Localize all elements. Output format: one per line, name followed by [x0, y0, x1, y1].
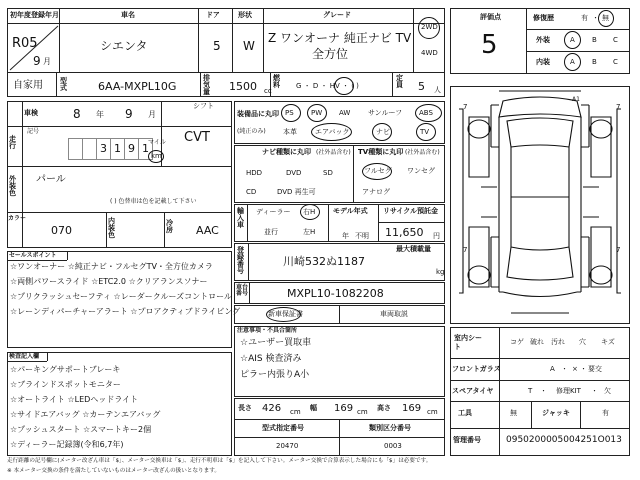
chassis-number: MXPL10-1082208 — [287, 287, 384, 300]
type-designation-label: 型式指定番号 — [262, 424, 304, 432]
width-value: 169 — [334, 403, 354, 414]
use-type: 自家用 — [13, 80, 43, 91]
capacity-unit: 人 — [434, 86, 441, 94]
jack-value: 有 — [602, 409, 609, 417]
inspector-title: 検査記入欄 — [9, 353, 40, 360]
tools-value: 無 — [510, 409, 517, 417]
inspector-line-3: ☆オートライト ☆LEDヘッドライト — [10, 395, 139, 404]
length-unit: cm — [290, 408, 301, 416]
interior-grade-c: C — [613, 58, 618, 66]
footer-line-2: ※ 本メーター交換の条件を満たしていないものはメーター改ざんの扱いとなります。 — [7, 468, 220, 474]
manual: 車両取説 — [380, 310, 408, 318]
mileage-note-label: 記号 — [27, 128, 40, 135]
equipment-title: 装備品に丸印 — [237, 110, 279, 118]
grade-line1: Z ワンオーナ 純正ナビ TV — [268, 31, 412, 45]
displacement: 1500 — [229, 80, 257, 93]
equipment-item: ABS — [419, 109, 433, 117]
exterior-color: パール — [36, 174, 66, 185]
import-label: 輸入車 — [237, 207, 244, 229]
inspection-month: 9 — [125, 107, 133, 121]
height-value: 169 — [402, 403, 422, 414]
spare-option-kit: 修理KIT — [556, 387, 581, 395]
width-label: 幅 — [310, 404, 317, 412]
sales-line-1: ☆ワンオーナー ☆純正ナビ・フルセグTV・全方位カメラ — [10, 262, 213, 271]
mileage-digit: 1 — [142, 142, 149, 155]
header-table — [7, 8, 445, 97]
manage-number: 0950200005004251O013 — [506, 435, 622, 445]
model-year-unknown: 不明 — [355, 232, 369, 240]
length-value: 426 — [262, 403, 282, 414]
recycle-unit: 円 — [433, 232, 440, 240]
color-code-label: カラー — [8, 215, 27, 222]
diagram-bracket-right: 7 — [616, 103, 621, 111]
diagram-bracket-left-2: 7 — [463, 246, 468, 254]
equipment-item-circle — [415, 104, 442, 122]
registration-label: 登録番号 — [237, 246, 244, 275]
seat-option: 穴 — [579, 338, 586, 346]
nav-option-cd: CD — [246, 188, 257, 196]
inspection-year: 8 — [73, 107, 81, 121]
first-reg-label: 初年度登録年月 — [10, 11, 59, 19]
seat-label: 室内シート — [454, 334, 482, 352]
spare-label: スペアタイヤ — [452, 387, 494, 395]
inspector-line-4: ☆サイドエアバッグ ☆カーテンエアバッグ — [10, 410, 161, 419]
shape: W — [243, 39, 255, 53]
notes-line-1: ☆ユーザー買取車 — [240, 338, 312, 348]
displacement-label: 排気量 — [203, 74, 210, 96]
model-label: 型式 — [60, 77, 67, 92]
repair-option-no: 無 — [602, 14, 609, 22]
seat-option: 汚れ — [551, 338, 565, 346]
tv-option-analog: アナログ — [362, 188, 390, 196]
new-car-warranty: 新車保証書 — [268, 310, 303, 318]
first-reg-month-unit: 月 — [43, 57, 51, 66]
nav-title: ナビ種類に丸印 — [262, 148, 311, 156]
equipment-item-circle — [281, 104, 301, 122]
ac-label: 冷房 — [166, 219, 173, 234]
repair-label: 修復歴 — [533, 14, 554, 22]
capacity-label: 定員 — [396, 74, 403, 89]
interior-grade-label: 内装 — [536, 58, 550, 66]
nav-option-sd: SD — [323, 169, 333, 177]
repair-sep: ・ — [592, 14, 599, 22]
equipment-subtitle: (純正のみ) — [237, 128, 266, 135]
ac-value: AAC — [196, 224, 219, 237]
glass-sep: ・ — [561, 365, 568, 373]
type-designation: 20470 — [276, 442, 299, 450]
diagram-bracket-right-2: 7 — [616, 246, 621, 254]
notes-line-2: ☆AIS 検査済み — [240, 354, 302, 364]
exterior-grade-label: 外装 — [536, 36, 550, 44]
length-label: 長さ — [238, 404, 252, 412]
spare-option-none: 欠 — [604, 387, 611, 395]
car-name-label: 車名 — [121, 11, 135, 19]
equipment-item: TV — [420, 128, 430, 136]
interior-grade-b: B — [592, 58, 597, 66]
max-load-label: 最大積載量 — [396, 245, 431, 253]
inspector-line-5: ☆プッシュスタート ☆スマートキー2個 — [10, 425, 152, 434]
seat-option: コゲ — [510, 338, 524, 346]
import-right-hand: 右H — [303, 208, 316, 216]
spare-sep: ・ — [540, 387, 547, 395]
seat-option: キズ — [601, 338, 615, 346]
class-value: 0003 — [384, 442, 402, 450]
grade-line2: 全方位 — [312, 47, 349, 61]
car-diagram — [451, 87, 629, 323]
evaluation-label: 評価点 — [480, 13, 501, 21]
glass-option-replace: 要交 — [588, 365, 602, 373]
fuel-label: 燃料 — [273, 74, 280, 89]
model-year-year: 年 — [342, 232, 349, 240]
nav-option-dvd: DVD — [286, 169, 302, 177]
first-reg-month: 9 — [33, 54, 41, 68]
car-name: シエンタ — [100, 39, 148, 53]
notes-line-3: ピラー内張りA小 — [240, 370, 310, 380]
shape-label: 形状 — [238, 11, 252, 19]
inspector-line-1: ☆パーキングサポートブレーキ — [10, 365, 121, 374]
mileage-digit-cell — [82, 138, 97, 160]
sales-line-2: ☆両側パワースライド ☆ETC2.0 ☆クリアランスソナー — [10, 277, 208, 286]
mileage-digit: 9 — [128, 142, 135, 155]
equipment-item: ナビ — [376, 128, 390, 136]
evaluation-score: 5 — [481, 30, 498, 60]
recycle-label: リサイクル預託金 — [383, 207, 439, 215]
interior-color-label: 内装色 — [108, 217, 115, 239]
jack-label: ジャッキ — [542, 409, 570, 417]
tv-option-fullseg: フルセグ — [364, 167, 392, 175]
footer-line-1: 走行距離の記号欄に(メーター改ざん車は「$」、メーター交換車は「$」、走行不明車は「$」を記入して下さい。メーター交換で合算表示した場合にも「$」は必要です。 — [7, 458, 432, 464]
tools-label: 工具 — [458, 409, 472, 417]
equipment-item: AW — [339, 109, 351, 117]
diagram-bracket-left: 7 — [463, 103, 468, 111]
glass-label: フロントガラス — [452, 365, 501, 373]
equipment-item-circle — [372, 123, 392, 141]
glass-sep-2: ・ — [580, 365, 587, 373]
inspector-line-2: ☆ブラインドスポットモニター — [10, 380, 121, 389]
grade-label: グレード — [323, 11, 351, 19]
mileage-unit: km — [151, 152, 162, 160]
drive-4wd: 4WD — [421, 49, 438, 57]
equipment-item: エアバック — [315, 128, 350, 136]
equipment-item-circle — [416, 123, 436, 141]
inspection-year-unit: 年 — [96, 110, 104, 119]
exterior-note: ( ) 色替車は色を記載して下さい — [110, 198, 197, 205]
exterior-label: 外装色 — [9, 175, 16, 197]
equipment-item-circle — [307, 104, 327, 122]
sales-line-4: ☆レーンディパーチャーアラート ☆プロアクティブドライビング — [10, 307, 241, 316]
recycle-amount: 11,650 — [385, 226, 424, 239]
seat-option: 破れ — [530, 338, 544, 346]
glass-option-x: × — [572, 365, 578, 373]
model: 6AA-MXPL10G — [98, 80, 177, 93]
tv-title: TV種類に丸印 — [358, 148, 404, 156]
sales-line-3: ☆プリクラッシュセーフティ ☆レーダークルーズコントロール — [10, 292, 232, 301]
shift-label: シフト — [193, 102, 214, 110]
inspector-line-6: ☆ディーラー記録簿(令和6,7年) — [10, 440, 124, 449]
tv-option-oneseg: ワンセグ — [407, 167, 435, 175]
manage-label: 管理番号 — [453, 436, 481, 444]
height-label: 高さ — [377, 404, 391, 412]
equipment-item: PS — [285, 109, 294, 117]
model-year-label: モデル年式 — [333, 207, 368, 215]
sales-points-title: セールスポイント — [9, 252, 57, 259]
chassis-label: 車台番号 — [236, 284, 249, 297]
drive-2wd: 2WD — [421, 23, 438, 31]
fuel-options: G ・ D ・ HV ・ ( ) — [296, 82, 359, 90]
equipment-item-circle — [311, 123, 352, 141]
displacement-unit: cc — [264, 87, 272, 95]
nav-option-dvd-play: DVD 再生可 — [277, 188, 316, 196]
registration-number: 川崎532ぬ1187 — [283, 255, 365, 268]
tv-title-note: (社外品含む) — [405, 149, 440, 156]
repair-option-yes: 有 — [581, 14, 588, 22]
nav-title-note: (社外品含む) — [316, 149, 351, 156]
exterior-grade-b: B — [592, 36, 597, 44]
import-left-hand: 左H — [303, 228, 316, 236]
height-unit: cm — [427, 408, 438, 416]
class-label: 類別区分番号 — [369, 424, 411, 432]
mileage-digit: 1 — [114, 142, 121, 155]
mileage-label: 走行 — [9, 135, 16, 150]
equipment-item: サンルーフ — [368, 109, 403, 117]
door-label: ドア — [206, 11, 220, 19]
width-unit: cm — [357, 408, 368, 416]
notes-title: 注意事項・不具合箇所 — [237, 327, 298, 334]
equipment-item: 本革 — [283, 128, 297, 136]
mileage-digit-cell — [68, 138, 83, 160]
diagram-mark: A1 — [572, 96, 580, 103]
shift: CVT — [184, 130, 210, 145]
import-dealer: ディーラー — [256, 208, 291, 216]
spare-option-t: T — [528, 387, 533, 395]
mileage-digit: 3 — [100, 142, 107, 155]
inspection-label: 車検 — [24, 109, 38, 117]
import-parallel: 並行 — [264, 228, 278, 236]
fuel-selected-circle — [334, 77, 354, 95]
glass-option-a: A — [550, 365, 555, 373]
max-load-unit: kg — [436, 268, 445, 276]
equipment-item: PW — [311, 109, 323, 117]
color-code: 070 — [51, 224, 72, 237]
exterior-grade-a: A — [570, 36, 575, 44]
interior-grade-a: A — [570, 58, 575, 66]
capacity: 5 — [418, 80, 425, 93]
spare-sep-2: ・ — [591, 387, 598, 395]
inspection-month-unit: 月 — [148, 110, 156, 119]
first-reg-year: R05 — [12, 36, 38, 51]
doors: 5 — [213, 39, 221, 53]
exterior-grade-c: C — [613, 36, 618, 44]
mileage-unit-top: マイル — [148, 139, 166, 146]
nav-option-hdd: HDD — [246, 169, 263, 177]
